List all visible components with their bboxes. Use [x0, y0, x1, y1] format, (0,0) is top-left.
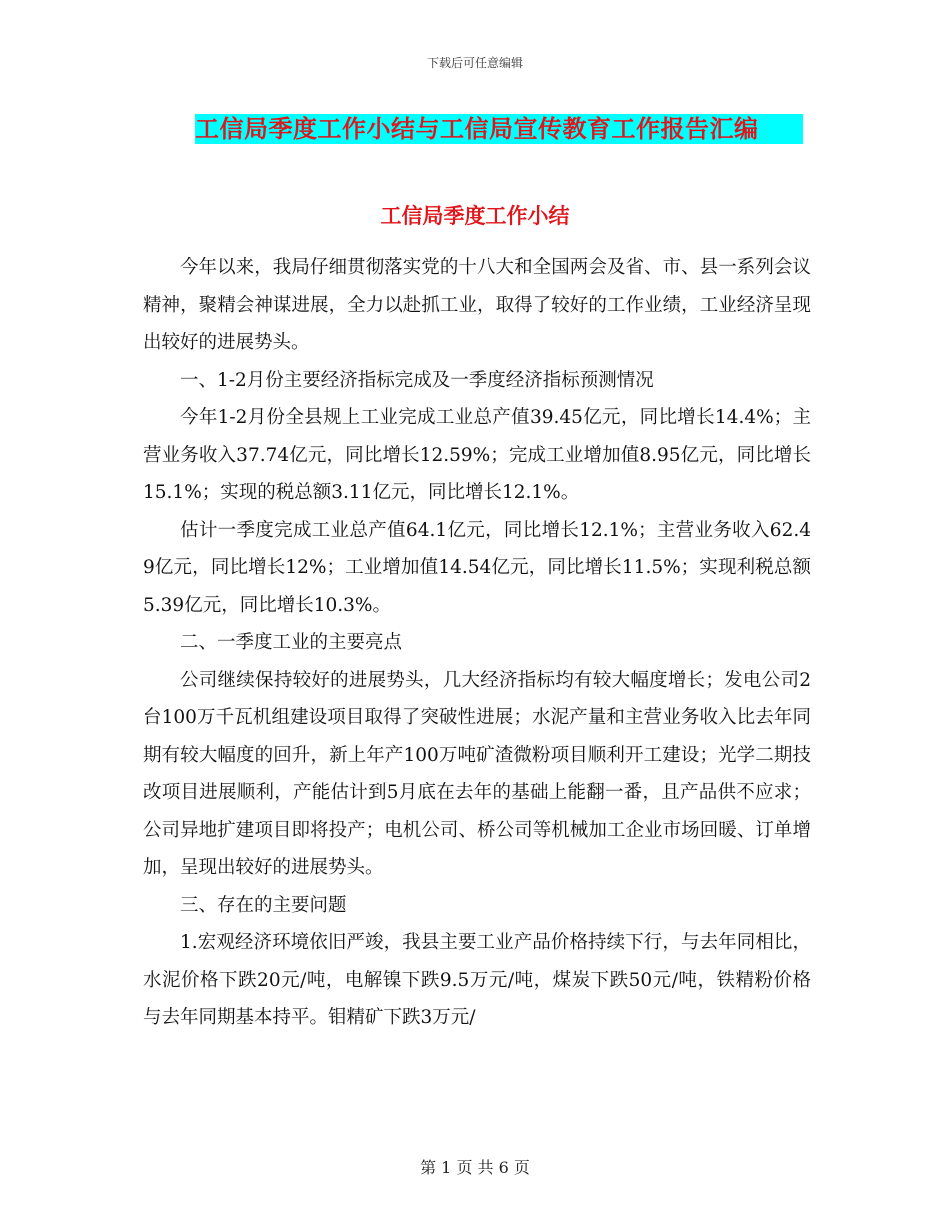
document-body — [143, 249, 811, 1037]
section-title: 工信局季度工作小结 — [380, 204, 570, 228]
paragraph-q1-estimate: 估计一季度完成工业总产值64.1亿元，同比增长12.1%；主营业务收入62.49亿元，同比增长12%；工业增加值14.54亿元，同比增长11.5%；实现利税总额5.39亿元，同比增长10.3%。 — [143, 519, 811, 616]
heading-section-1: 一、1-2月份主要经济指标完成及一季度经济指标预测情况 — [180, 369, 654, 391]
heading-section-2: 二、一季度工业的主要亮点 — [180, 632, 403, 653]
paragraph-highlights: 公司继续保持较好的进展势头，几大经济指标均有较大幅度增长；发电公司2台100万千瓦机组建设项目取得了突破性进展；水泥产量和主营业务收入比去年同期有较大幅度的回升，新上年产100万吨矿渣微粉项目顺利开工建设；光学二期技改项目进展顺利，产能估计到5月底在去年的基础上能翻一番，且产品供不应求；公司异地扩建项目即将投产；电机公司、桥公司等机械加工企业市场回暖、订单增加，呈现出较好的进展势头。 — [143, 669, 811, 878]
paragraph-jan-feb-indicators: 今年1-2月份全县规上工业完成工业总产值39.45亿元，同比增长14.4%；主营业务收入37.74亿元，同比增长12.59%；完成工业增加值8.95亿元，同比增长15.1%；实现的税总额3.11亿元，同比增长12.1%。 — [143, 407, 811, 503]
paragraph-intro: 今年以来，我局仔细贯彻落实党的十八大和全国两会及省、市、县一系列会议精神，聚精会神谋进展，全力以赴抓工业，取得了较好的工作业绩，工业经济呈现出较好的进展势头。 — [143, 257, 811, 353]
heading-section-3: 三、存在的主要问题 — [180, 894, 347, 916]
paragraph-problem-1: 1.宏观经济环境依旧严竣，我县主要工业产品价格持续下行，与去年同相比，水泥价格下跌20元/吨，电解镍下跌9.5万元/吨，煤炭下跌50元/吨，铁精粉价格与去年同期基本持平。钼精矿下跌3万元/ — [143, 932, 811, 1028]
page-footer: 第 1 页 共 6 页 — [420, 1158, 530, 1177]
header-note: 下载后可任意编辑 — [426, 56, 523, 70]
main-title: 工信局季度工作小结与工信局宣传教育工作报告汇编 — [195, 114, 803, 144]
